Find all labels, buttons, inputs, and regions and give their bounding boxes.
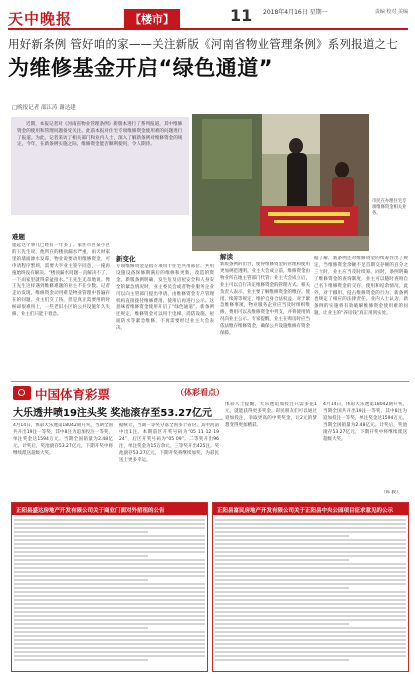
subhead-problem: 难题 (12, 233, 25, 241)
announcement-right (212, 502, 409, 672)
article-column-2: 专项维修资金是指专项用于住宅共用部位、共用设施设备保修期满后的维修和更新、改造的资金。新版条例明确，发生危及房屋安全和人身安全的紧急情况时，业主委员会或者物业服务企业可以向主管部门提出申请，由维修资金专户管理机构直接拨付维修费用，使用后再进行公示。这意味着维修资金使用开启了“绿色通道”。新条例还规定，维修资金可以用于电梯、消防设施、屋面防水等紧急维修，不再需要经过业主大会表决。 (116, 264, 214, 332)
lottery-section (11, 381, 409, 499)
page-headline: 为维修基金开启“绿色通道” (8, 56, 274, 80)
announcement-left-title: 正阳县盛达房地产开发有限公司关于商业门面对外招租的公告 (12, 503, 207, 515)
announcement-right-body (213, 515, 408, 665)
lottery-column-3: 体彩人士提醒，大乐透追加投注只需多花1元，就能获得更多奖金。彩民朋友们可以通过追加投注，争取更高的中奖奖金，让2元的梦想变得更加精彩。 (225, 402, 317, 428)
article-column-1: 提起这个事儿已经有一年多了。家住市区某小区的王先生说，他所在的楼顶漏水严重，雨天时家里的墙面渗水发霉，物业说要动用维修资金，可申请程序繁琐，需要大半业主签字同意，一拖再拖始终没有解决。“楼顶漏水问题一直解决不了，一下雨家里就得拿盆接水。”王先生无奈地说。像王先生这样遇到维修难题的业主不在少数。记者走访发现，维修资金动用难是物业管理中普遍存在的问题。业主们交了钱，但是真正需要用的时候却很难用上，一些老旧小区的公共设施年久失修，业主们只能干着急。 (12, 243, 110, 318)
lottery-title: 中国体育彩票 (35, 387, 111, 402)
article-column-3: 新版条例的出台，使得维修资金的管理和使用更加规范透明。业主大会成立前，维修资金由物业所在地主管部门代管；业主大会成立后，业主可以自行决定维修资金的管理方式。相关负责人表示，业主要了解维修资金的缴存、使用、续筹等规定，维护自身合法权益。对于紧急维修事项，物业服务企业应当及时组织维修，费用可以从维修资金中列支，并将使用情况向业主公示。专家提醒，业主在购房时应当依法缴存维修资金，确保公共设施维修有资金保障。 (220, 262, 310, 337)
lottery-divider (11, 419, 223, 420)
byline: □晚报记者 邵江涛 谢达建 (12, 105, 76, 111)
lottery-footer: （陈 毅） (381, 490, 401, 495)
lottery-column-4: 4月14日，体彩大乐透第18042期开奖。当期全国共开出19注一等奖，其中8注为追加投注一等奖，单注奖金达1594万元。当期全国销量为2.48亿元。计奖后，奖池滚存53.27亿元，下期开奖中将继续派送超级大奖。 (323, 402, 407, 442)
photo-caption: 市民在办理住宅专项维修资金相关业务。 (372, 199, 407, 217)
page-number: 11 (230, 6, 253, 25)
editor-credits: 责编 校对 美编 (374, 9, 408, 15)
lead-text: 近期，本报记者对《河南省物业管理条例》新版本进行了系列报道，其中维修资金的使用和管理问题备受关注。此前本报对住宅专项维修资金使用难的问题进行了报道。为此，记者采访了相关部门和业内人士，深入了解新条例对维修资金的规定。今年，在新条例实施之际，维修资金能否顺利使用，令人期待。 (17, 122, 183, 148)
subhead-explain: 解读 (220, 253, 233, 261)
article-column-4: 据了解，新条例还对维修资金的续筹作出了规定，当维修资金余额不足首期交存额的百分之三十时，业主应当及时续筹。同时，条例明确了维修资金的查询制度，业主可以随时查询自己名下维修资金的交存、使用和结余情况。此外，对于挪用、侵占维修资金的行为，新条例也规定了相应的法律责任。业内人士认为，新条例的实施将有效破解维修资金使用难的问题，让业主的“养房钱”真正用到实处。 (314, 256, 408, 317)
lottery-logo-icon (13, 386, 31, 400)
lottery-tag: （体彩看点） (176, 388, 224, 397)
lottery-column-1: 4月14日，体彩大乐透第18042期开奖。当期全国共开出19注一等奖，其中8注为追加投注一等奖，单注奖金达1594万元。当期全国销量为2.48亿元。计奖后，奖池滚存53.27亿元，下期开奖中将继续派送超级大奖。 (13, 423, 113, 456)
announcement-left (11, 502, 208, 672)
photo-illustration (192, 114, 369, 251)
news-photo (192, 114, 369, 251)
lottery-headline: 大乐透井喷19注头奖 奖池滚存至53.27亿元 (13, 408, 213, 419)
announcement-right-title: 正阳县富民房地产开发有限公司关于正阳县中央公园项目征求意见的公示 (213, 503, 408, 515)
lottery-column-2: 据统计，当期一等奖分落全国多个省份，其中河南中出1注。本期前区开奖号码为“05 11 12 19 24”，后区开奖号码为“05 09”。二等奖开出96注，单注奖金为15万余元。三等奖开出425注。奖池滚存53.27亿元，下期开奖将继续加奖，为彩民送上更多幸运。 (119, 423, 219, 463)
newspaper-logo: 天中晚报 (8, 10, 73, 28)
subhead-new-change: 新变化 (116, 255, 136, 263)
dateline: 2018年4月16日 星期一 (263, 9, 328, 16)
section-tag: 【楼市】 (124, 9, 180, 29)
headline-kicker: 用好新条例 管好咱的家——关注新版《河南省物业管理条例》系列报道之七 (8, 37, 398, 51)
masthead (8, 6, 408, 30)
lead-box (11, 117, 189, 215)
announcement-left-body (12, 515, 207, 665)
